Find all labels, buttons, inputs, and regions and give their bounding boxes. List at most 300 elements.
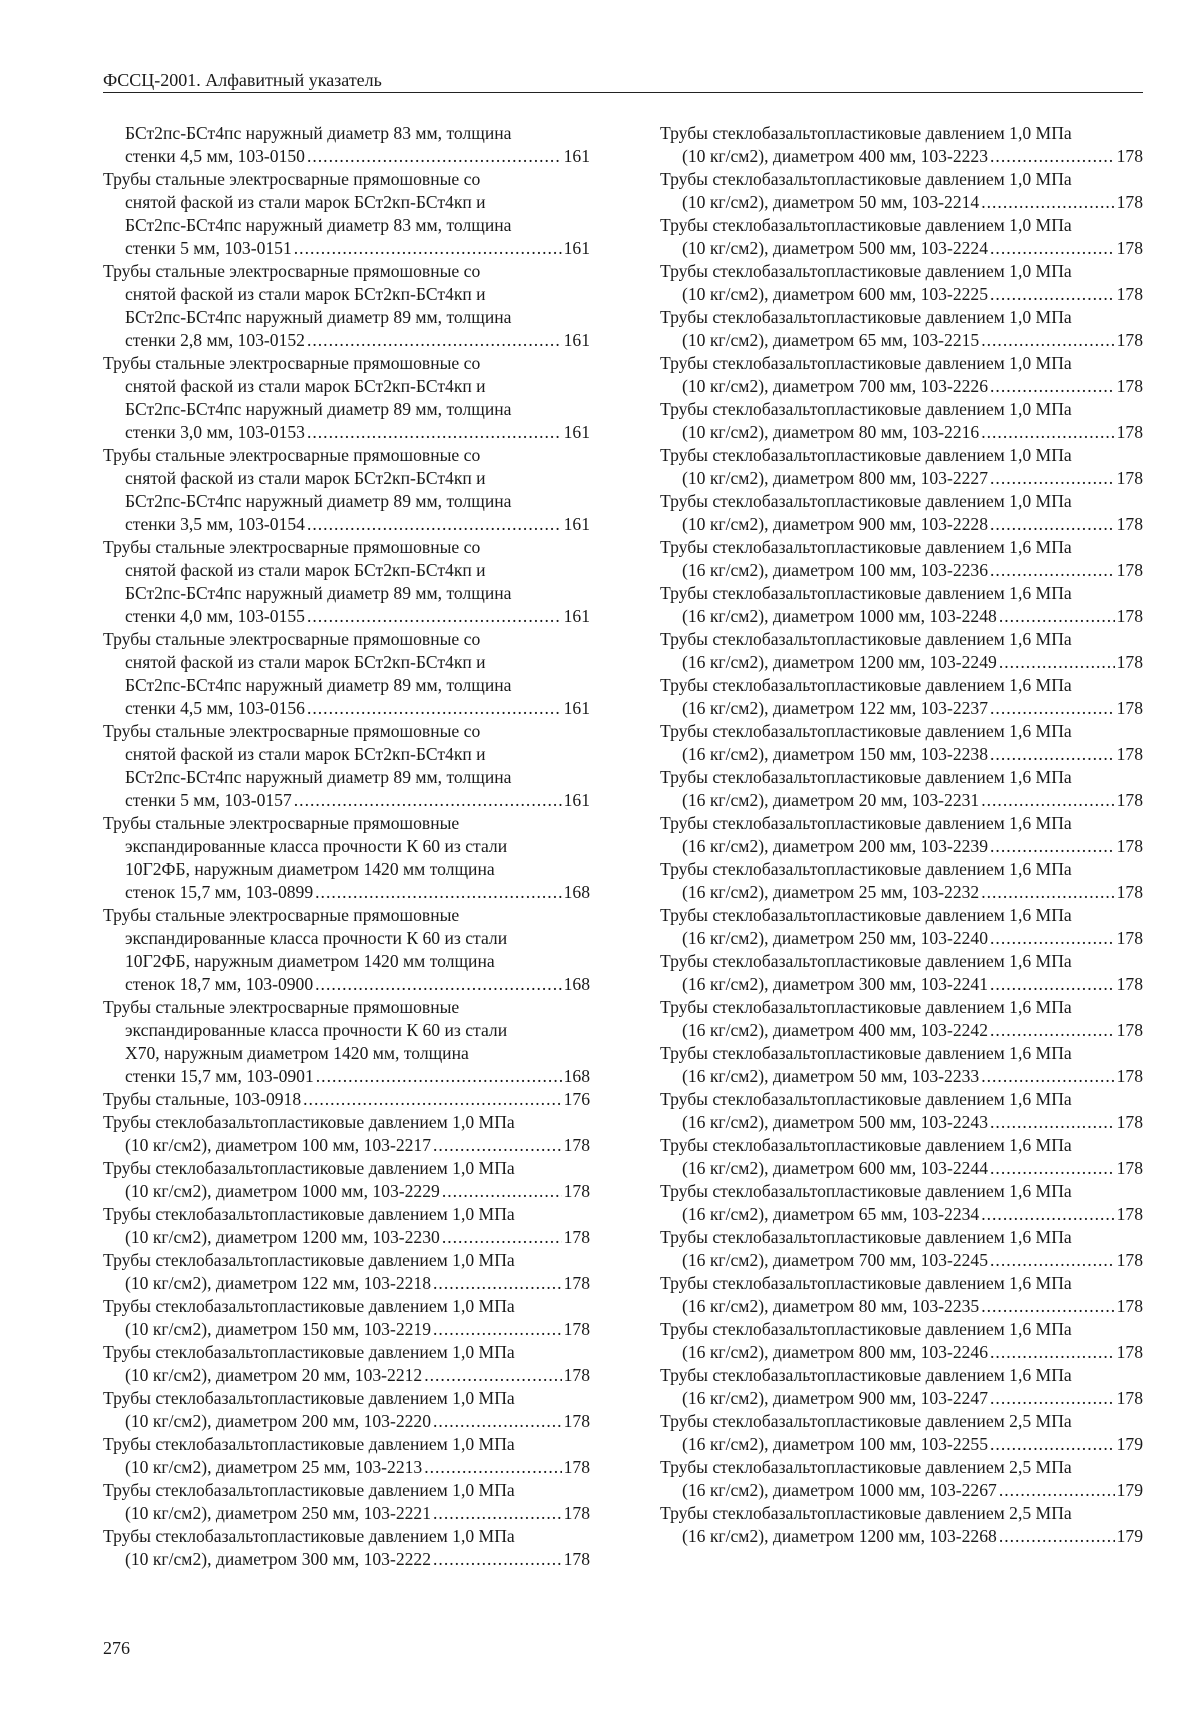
entry-code-text: (10 кг/см2), диаметром 600 мм, 103-2225: [682, 284, 989, 304]
entry-last-line: [660, 329, 1143, 352]
entry-code-text: стенки 2,8 мм, 103-0152: [125, 330, 305, 350]
entry-code-text: (16 кг/см2), диаметром 400 мм, 103-2242: [682, 1020, 989, 1040]
entry-code-text: (10 кг/см2), диаметром 25 мм, 103-2213: [125, 1457, 423, 1477]
entry-page-ref: 178: [1116, 1342, 1143, 1362]
index-entry: [660, 582, 1143, 628]
entry-code-text: (16 кг/см2), диаметром 700 мм, 103-2245: [682, 1250, 989, 1270]
dot-leader: [990, 1157, 1115, 1180]
entry-last-line: [103, 1364, 590, 1387]
entry-code-text: (10 кг/см2), диаметром 900 мм, 103-2228: [682, 514, 989, 534]
dot-leader: [433, 1272, 562, 1295]
entry-text-line: снятой фаской из стали марок БСт2кп-БСт4кп и: [125, 652, 486, 672]
entry-page-ref: 178: [1116, 422, 1143, 442]
entry-text-line: Трубы стальные электросварные прямошовные со: [103, 169, 481, 189]
dot-leader: [981, 191, 1114, 214]
dot-leader: [990, 283, 1115, 306]
dot-leader: [990, 697, 1115, 720]
entry-page-ref: 178: [1116, 1250, 1143, 1270]
entry-code-text: (16 кг/см2), диаметром 300 мм, 103-2241: [682, 974, 989, 994]
entry-code-text: стенки 15,7 мм, 103-0901: [125, 1066, 314, 1086]
entry-text-line: Трубы стеклобазальтопластиковые давлением 2,5 МПа: [660, 1457, 1072, 1477]
entry-page-ref: 178: [563, 1181, 590, 1201]
entry-code-text: стенки 3,0 мм, 103-0153: [125, 422, 305, 442]
entry-page-ref: 178: [1116, 1204, 1143, 1224]
entry-text-line: БСт2пс-БСт4пс наружный диаметр 89 мм, толщина: [125, 307, 512, 327]
entry-code-text: (16 кг/см2), диаметром 250 мм, 103-2240: [682, 928, 989, 948]
entry-text-line: Трубы стеклобазальтопластиковые давлением 1,0 МПа: [103, 1526, 515, 1546]
entry-text-line: Трубы стеклобазальтопластиковые давлением 1,0 МПа: [660, 353, 1072, 373]
index-entry: [660, 1226, 1143, 1272]
entry-page-ref: 178: [563, 1227, 590, 1247]
entry-page-ref: 178: [563, 1135, 590, 1155]
entry-last-line: [660, 1479, 1143, 1502]
dot-leader: [294, 789, 562, 812]
index-entry: [103, 812, 590, 904]
entry-text-line: Трубы стеклобазальтопластиковые давлением 1,0 МПа: [660, 261, 1072, 281]
entry-code-text: (10 кг/см2), диаметром 1200 мм, 103-2230: [125, 1227, 440, 1247]
entry-text-line: Трубы стеклобазальтопластиковые давлением 1,6 МПа: [660, 1135, 1072, 1155]
entry-text-line: БСт2пс-БСт4пс наружный диаметр 89 мм, толщина: [125, 767, 512, 787]
entry-text-line: Трубы стеклобазальтопластиковые давлением 1,0 МПа: [660, 491, 1072, 511]
entry-text-line: Трубы стеклобазальтопластиковые давлением 1,6 МПа: [660, 721, 1072, 741]
entry-last-line: [103, 1272, 590, 1295]
entry-code-text: стенки 5 мм, 103-0157: [125, 790, 292, 810]
entry-text-line: Трубы стеклобазальтопластиковые давлением 1,6 МПа: [660, 767, 1072, 787]
index-entry: [660, 720, 1143, 766]
entry-last-line: [103, 973, 590, 996]
entry-page-ref: 178: [1116, 652, 1143, 672]
entry-last-line: [103, 1456, 590, 1479]
dot-leader: [981, 881, 1114, 904]
entry-text-line: БСт2пс-БСт4пс наружный диаметр 83 мм, толщина: [125, 215, 512, 235]
dot-leader: [424, 1364, 561, 1387]
entry-last-line: [660, 283, 1143, 306]
entry-code-text: (10 кг/см2), диаметром 200 мм, 103-2220: [125, 1411, 432, 1431]
index-entry: [103, 720, 590, 812]
index-entry: [660, 306, 1143, 352]
entry-code-text: (16 кг/см2), диаметром 600 мм, 103-2244: [682, 1158, 989, 1178]
dot-leader: [307, 421, 562, 444]
entry-last-line: [660, 973, 1143, 996]
entry-last-line: [660, 1203, 1143, 1226]
entry-text-line: Трубы стальные электросварные прямошовные со: [103, 445, 481, 465]
entry-last-line: [660, 835, 1143, 858]
entry-code-text: (16 кг/см2), диаметром 100 мм, 103-2236: [682, 560, 989, 580]
entry-last-line: [103, 789, 590, 812]
dot-leader: [981, 1295, 1114, 1318]
entry-last-line: [660, 1249, 1143, 1272]
index-entry: [103, 996, 590, 1088]
entry-page-ref: 178: [1116, 514, 1143, 534]
entry-text-line: 10Г2ФБ, наружным диаметром 1420 мм толщина: [125, 951, 495, 971]
entry-code-text: (16 кг/см2), диаметром 150 мм, 103-2238: [682, 744, 989, 764]
entry-last-line: [660, 1341, 1143, 1364]
index-entry: [660, 1088, 1143, 1134]
index-entry: [660, 628, 1143, 674]
index-entry: [660, 996, 1143, 1042]
entry-page-ref: 161: [563, 514, 590, 534]
index-entry: [103, 1157, 590, 1203]
index-entry: [103, 1111, 590, 1157]
entry-page-ref: 178: [563, 1365, 590, 1385]
index-entry: [103, 1387, 590, 1433]
dot-leader: [990, 559, 1115, 582]
entry-page-ref: 176: [563, 1089, 590, 1109]
entry-code-text: стенок 15,7 мм, 103-0899: [125, 882, 314, 902]
index-entry: [103, 122, 590, 168]
entry-text-line: БСт2пс-БСт4пс наружный диаметр 89 мм, толщина: [125, 399, 512, 419]
entry-page-ref: 178: [1116, 1296, 1143, 1316]
entry-last-line: [103, 237, 590, 260]
entry-text-line: Трубы стеклобазальтопластиковые давлением 1,0 МПа: [660, 307, 1072, 327]
entry-text-line: Трубы стальные электросварные прямошовные со: [103, 721, 481, 741]
entry-last-line: [660, 881, 1143, 904]
dot-leader: [990, 1249, 1115, 1272]
index-entry: [660, 1042, 1143, 1088]
entry-last-line: [103, 513, 590, 536]
entry-text-line: Трубы стеклобазальтопластиковые давлением 1,6 МПа: [660, 675, 1072, 695]
dot-leader: [442, 1226, 562, 1249]
header-title: ФССЦ-2001. Алфавитный указатель: [103, 70, 382, 90]
entry-last-line: [103, 881, 590, 904]
index-entry: [103, 904, 590, 996]
entry-last-line: [103, 1502, 590, 1525]
dot-leader: [424, 1456, 561, 1479]
entry-last-line: [103, 145, 590, 168]
entry-text-line: Трубы стеклобазальтопластиковые давлением 1,6 МПа: [660, 583, 1072, 603]
index-entry: [103, 168, 590, 260]
entry-code-text: (10 кг/см2), диаметром 800 мм, 103-2227: [682, 468, 989, 488]
entry-last-line: [660, 513, 1143, 536]
entry-text-line: экспандированные класса прочности К 60 из стали: [125, 836, 508, 856]
entry-code-text: (16 кг/см2), диаметром 800 мм, 103-2246: [682, 1342, 989, 1362]
entry-page-ref: 161: [563, 146, 590, 166]
entry-page-ref: 178: [1116, 192, 1143, 212]
index-entry: [103, 1341, 590, 1387]
index-entry: [103, 536, 590, 628]
entry-text-line: Трубы стеклобазальтопластиковые давлением 1,0 МПа: [660, 399, 1072, 419]
entry-last-line: [660, 1111, 1143, 1134]
dot-leader: [981, 329, 1114, 352]
entry-text-line: Трубы стеклобазальтопластиковые давлением 1,0 МПа: [103, 1388, 515, 1408]
index-entry: [660, 398, 1143, 444]
entry-text-line: Трубы стеклобазальтопластиковые давлением 1,6 МПа: [660, 905, 1072, 925]
entry-last-line: [103, 1134, 590, 1157]
dot-leader: [442, 1180, 562, 1203]
entry-text-line: Трубы стеклобазальтопластиковые давлением 1,6 МПа: [660, 997, 1072, 1017]
entry-last-line: [660, 605, 1143, 628]
index-entry: [660, 858, 1143, 904]
entry-code-text: (16 кг/см2), диаметром 50 мм, 103-2233: [682, 1066, 980, 1086]
entry-text-line: Трубы стеклобазальтопластиковые давлением 1,0 МПа: [103, 1296, 515, 1316]
dot-leader: [990, 467, 1115, 490]
entry-last-line: [660, 651, 1143, 674]
index-entry: [660, 1502, 1143, 1548]
entry-last-line: [660, 559, 1143, 582]
index-entry: [660, 214, 1143, 260]
index-entry: [660, 168, 1143, 214]
entry-last-line: [660, 927, 1143, 950]
entry-text-line: Трубы стеклобазальтопластиковые давлением 1,0 МПа: [103, 1158, 515, 1178]
entry-page-ref: 178: [1116, 698, 1143, 718]
entry-last-line: [103, 1548, 590, 1571]
entry-page-ref: 179: [1116, 1434, 1143, 1454]
entry-text-line: Трубы стальные электросварные прямошовные: [103, 813, 460, 833]
entry-text-line: Трубы стеклобазальтопластиковые давлением 1,0 МПа: [103, 1250, 515, 1270]
entry-text-line: Трубы стальные электросварные прямошовные: [103, 905, 460, 925]
entry-text-line: снятой фаской из стали марок БСт2кп-БСт4кп и: [125, 284, 486, 304]
entry-page-ref: 178: [1116, 1112, 1143, 1132]
entry-text-line: Трубы стальные электросварные прямошовные со: [103, 261, 481, 281]
entry-text-line: Трубы стеклобазальтопластиковые давлением 1,6 МПа: [660, 1319, 1072, 1339]
entry-page-ref: 178: [1116, 928, 1143, 948]
entry-code-text: (10 кг/см2), диаметром 1000 мм, 103-2229: [125, 1181, 440, 1201]
entry-page-ref: 179: [1116, 1480, 1143, 1500]
entry-text-line: Трубы стеклобазальтопластиковые давлением 1,6 МПа: [660, 537, 1072, 557]
entry-last-line: [103, 1318, 590, 1341]
entry-page-ref: 178: [1116, 284, 1143, 304]
entry-page-ref: 161: [563, 606, 590, 626]
entry-page-ref: 179: [1116, 1526, 1143, 1546]
index-entry: [660, 1364, 1143, 1410]
entry-last-line: [103, 1180, 590, 1203]
dot-leader: [990, 1387, 1115, 1410]
entry-last-line: [103, 605, 590, 628]
index-entry: [660, 536, 1143, 582]
entry-last-line: [103, 1088, 590, 1111]
index-column-left: [103, 122, 590, 1571]
entry-code-text: стенки 4,5 мм, 103-0156: [125, 698, 305, 718]
entry-code-text: (10 кг/см2), диаметром 100 мм, 103-2217: [125, 1135, 432, 1155]
dot-leader: [990, 835, 1115, 858]
entry-last-line: [660, 467, 1143, 490]
entry-last-line: [660, 743, 1143, 766]
dot-leader: [316, 1065, 562, 1088]
index-entry: [103, 1295, 590, 1341]
entry-text-line: Трубы стальные электросварные прямошовные со: [103, 629, 481, 649]
entry-text-line: Х70, наружным диаметром 1420 мм, толщина: [125, 1043, 469, 1063]
entry-text-line: Трубы стальные электросварные прямошовные со: [103, 353, 481, 373]
entry-text-line: Трубы стеклобазальтопластиковые давлением 2,5 МПа: [660, 1503, 1072, 1523]
entry-text-line: Трубы стеклобазальтопластиковые давлением 1,0 МПа: [103, 1480, 515, 1500]
entry-code-text: (16 кг/см2), диаметром 1000 мм, 103-2267: [682, 1480, 997, 1500]
entry-code-text: (10 кг/см2), диаметром 500 мм, 103-2224: [682, 238, 989, 258]
index-entry: [660, 260, 1143, 306]
entry-code-text: (16 кг/см2), диаметром 100 мм, 103-2255: [682, 1434, 989, 1454]
entry-text-line: снятой фаской из стали марок БСт2кп-БСт4кп и: [125, 560, 486, 580]
entry-last-line: [660, 375, 1143, 398]
entry-last-line: [103, 697, 590, 720]
entry-text-line: БСт2пс-БСт4пс наружный диаметр 89 мм, толщина: [125, 583, 512, 603]
entry-text-line: снятой фаской из стали марок БСт2кп-БСт4кп и: [125, 744, 486, 764]
entry-page-ref: 178: [1116, 376, 1143, 396]
entry-text-line: экспандированные класса прочности К 60 из стали: [125, 1020, 508, 1040]
entry-last-line: [103, 329, 590, 352]
index-column-right: [660, 122, 1143, 1548]
dot-leader: [990, 973, 1115, 996]
entry-last-line: [660, 145, 1143, 168]
entry-last-line: [660, 237, 1143, 260]
index-entry: [660, 122, 1143, 168]
entry-code-text: (16 кг/см2), диаметром 65 мм, 103-2234: [682, 1204, 980, 1224]
index-entry: [660, 766, 1143, 812]
index-entry: [103, 1525, 590, 1571]
entry-page-ref: 161: [563, 238, 590, 258]
dot-leader: [315, 881, 561, 904]
entry-last-line: [660, 1433, 1143, 1456]
entry-page-ref: 178: [1116, 606, 1143, 626]
entry-code-text: (10 кг/см2), диаметром 300 мм, 103-2222: [125, 1549, 432, 1569]
dot-leader: [990, 743, 1115, 766]
dot-leader: [433, 1548, 562, 1571]
dot-leader: [999, 651, 1115, 674]
entry-last-line: [660, 697, 1143, 720]
entry-code-text: стенки 5 мм, 103-0151: [125, 238, 292, 258]
entry-code-text: Трубы стальные, 103-0918: [103, 1089, 302, 1109]
entry-page-ref: 178: [1116, 882, 1143, 902]
entry-last-line: [660, 421, 1143, 444]
entry-code-text: (16 кг/см2), диаметром 1200 мм, 103-2268: [682, 1526, 997, 1546]
entry-code-text: стенки 3,5 мм, 103-0154: [125, 514, 305, 534]
entry-text-line: Трубы стеклобазальтопластиковые давлением 1,0 МПа: [103, 1342, 515, 1362]
dot-leader: [990, 927, 1115, 950]
dot-leader: [999, 1525, 1115, 1548]
index-entry: [660, 812, 1143, 858]
dot-leader: [981, 421, 1114, 444]
entry-page-ref: 168: [563, 1066, 590, 1086]
entry-code-text: стенки 4,0 мм, 103-0155: [125, 606, 305, 626]
page-number: 276: [103, 1638, 130, 1658]
entry-text-line: Трубы стеклобазальтопластиковые давлением 1,6 МПа: [660, 1273, 1072, 1293]
entry-text-line: Трубы стеклобазальтопластиковые давлением 1,6 МПа: [660, 813, 1072, 833]
dot-leader: [433, 1318, 562, 1341]
dot-leader: [433, 1410, 562, 1433]
entry-page-ref: 178: [1116, 744, 1143, 764]
index-entry: [103, 1088, 590, 1111]
dot-leader: [990, 237, 1115, 260]
index-entry: [103, 1433, 590, 1479]
entry-page-ref: 168: [563, 882, 590, 902]
dot-leader: [307, 329, 562, 352]
entry-text-line: снятой фаской из стали марок БСт2кп-БСт4кп и: [125, 376, 486, 396]
dot-leader: [303, 1088, 561, 1111]
entry-last-line: [660, 789, 1143, 812]
entry-code-text: (16 кг/см2), диаметром 900 мм, 103-2247: [682, 1388, 989, 1408]
dot-leader: [990, 1341, 1115, 1364]
entry-text-line: Трубы стеклобазальтопластиковые давлением 2,5 МПа: [660, 1411, 1072, 1431]
entry-page-ref: 178: [1116, 330, 1143, 350]
entry-code-text: (16 кг/см2), диаметром 20 мм, 103-2231: [682, 790, 980, 810]
entry-last-line: [660, 1157, 1143, 1180]
entry-page-ref: 178: [563, 1457, 590, 1477]
entry-text-line: экспандированные класса прочности К 60 из стали: [125, 928, 508, 948]
entry-code-text: стенок 18,7 мм, 103-0900: [125, 974, 314, 994]
dot-leader: [990, 145, 1115, 168]
entry-text-line: Трубы стеклобазальтопластиковые давлением 1,6 МПа: [660, 629, 1072, 649]
dot-leader: [981, 1065, 1114, 1088]
dot-leader: [999, 1479, 1115, 1502]
entry-code-text: (16 кг/см2), диаметром 1000 мм, 103-2248: [682, 606, 997, 626]
dot-leader: [990, 375, 1115, 398]
entry-page-ref: 178: [563, 1549, 590, 1569]
entry-text-line: Трубы стеклобазальтопластиковые давлением 1,0 МПа: [103, 1112, 515, 1132]
index-entry: [103, 352, 590, 444]
index-entry: [103, 1203, 590, 1249]
index-entry: [660, 1134, 1143, 1180]
entry-page-ref: 178: [1116, 974, 1143, 994]
entry-text-line: Трубы стальные электросварные прямошовные со: [103, 537, 481, 557]
index-entry: [660, 904, 1143, 950]
entry-page-ref: 178: [563, 1503, 590, 1523]
entry-last-line: [660, 191, 1143, 214]
dot-leader: [999, 605, 1115, 628]
entry-page-ref: 178: [563, 1411, 590, 1431]
dot-leader: [307, 513, 562, 536]
entry-text-line: снятой фаской из стали марок БСт2кп-БСт4кп и: [125, 468, 486, 488]
entry-text-line: Трубы стеклобазальтопластиковые давлением 1,6 МПа: [660, 1043, 1072, 1063]
entry-page-ref: 168: [563, 974, 590, 994]
dot-leader: [990, 1433, 1115, 1456]
entry-text-line: БСт2пс-БСт4пс наружный диаметр 83 мм, толщина: [125, 123, 512, 143]
entry-text-line: снятой фаской из стали марок БСт2кп-БСт4кп и: [125, 192, 486, 212]
entry-text-line: Трубы стеклобазальтопластиковые давлением 1,6 МПа: [660, 1227, 1072, 1247]
entry-code-text: (16 кг/см2), диаметром 1200 мм, 103-2249: [682, 652, 997, 672]
index-entry: [660, 1318, 1143, 1364]
dot-leader: [294, 237, 562, 260]
entry-page-ref: 178: [563, 1319, 590, 1339]
entry-text-line: БСт2пс-БСт4пс наружный диаметр 89 мм, толщина: [125, 491, 512, 511]
entry-code-text: (10 кг/см2), диаметром 122 мм, 103-2218: [125, 1273, 432, 1293]
entry-text-line: Трубы стеклобазальтопластиковые давлением 1,0 МПа: [660, 123, 1072, 143]
entry-page-ref: 161: [563, 698, 590, 718]
entry-code-text: (10 кг/см2), диаметром 50 мм, 103-2214: [682, 192, 980, 212]
dot-leader: [315, 973, 561, 996]
index-entry: [103, 628, 590, 720]
entry-code-text: (16 кг/см2), диаметром 122 мм, 103-2237: [682, 698, 989, 718]
entry-code-text: (10 кг/см2), диаметром 80 мм, 103-2216: [682, 422, 980, 442]
entry-last-line: [103, 421, 590, 444]
entry-code-text: (10 кг/см2), диаметром 20 мм, 103-2212: [125, 1365, 423, 1385]
entry-page-ref: 178: [1116, 146, 1143, 166]
entry-text-line: Трубы стеклобазальтопластиковые давлением 1,6 МПа: [660, 1181, 1072, 1201]
index-entry: [660, 490, 1143, 536]
dot-leader: [981, 1203, 1114, 1226]
entry-text-line: БСт2пс-БСт4пс наружный диаметр 89 мм, толщина: [125, 675, 512, 695]
entry-text-line: Трубы стеклобазальтопластиковые давлением 1,0 МПа: [660, 445, 1072, 465]
entry-code-text: (10 кг/см2), диаметром 65 мм, 103-2215: [682, 330, 980, 350]
entry-last-line: [660, 1019, 1143, 1042]
entry-code-text: стенки 4,5 мм, 103-0150: [125, 146, 305, 166]
entry-page-ref: 178: [1116, 790, 1143, 810]
entry-page-ref: 178: [1116, 238, 1143, 258]
entry-page-ref: 178: [1116, 1020, 1143, 1040]
entry-page-ref: 178: [1116, 1158, 1143, 1178]
running-header: [103, 70, 1143, 93]
entry-text-line: Трубы стеклобазальтопластиковые давлением 1,0 МПа: [660, 169, 1072, 189]
entry-text-line: Трубы стеклобазальтопластиковые давлением 1,0 МПа: [103, 1434, 515, 1454]
entry-text-line: Трубы стеклобазальтопластиковые давлением 1,0 МПа: [660, 215, 1072, 235]
entry-code-text: (16 кг/см2), диаметром 500 мм, 103-2243: [682, 1112, 989, 1132]
dot-leader: [981, 789, 1114, 812]
entry-text-line: Трубы стеклобазальтопластиковые давлением 1,6 МПа: [660, 1089, 1072, 1109]
entry-page-ref: 178: [1116, 1066, 1143, 1086]
entry-page-ref: 178: [1116, 836, 1143, 856]
entry-code-text: (16 кг/см2), диаметром 200 мм, 103-2239: [682, 836, 989, 856]
entry-last-line: [660, 1387, 1143, 1410]
entry-last-line: [103, 1065, 590, 1088]
entry-page-ref: 178: [1116, 1388, 1143, 1408]
entry-code-text: (10 кг/см2), диаметром 250 мм, 103-2221: [125, 1503, 432, 1523]
